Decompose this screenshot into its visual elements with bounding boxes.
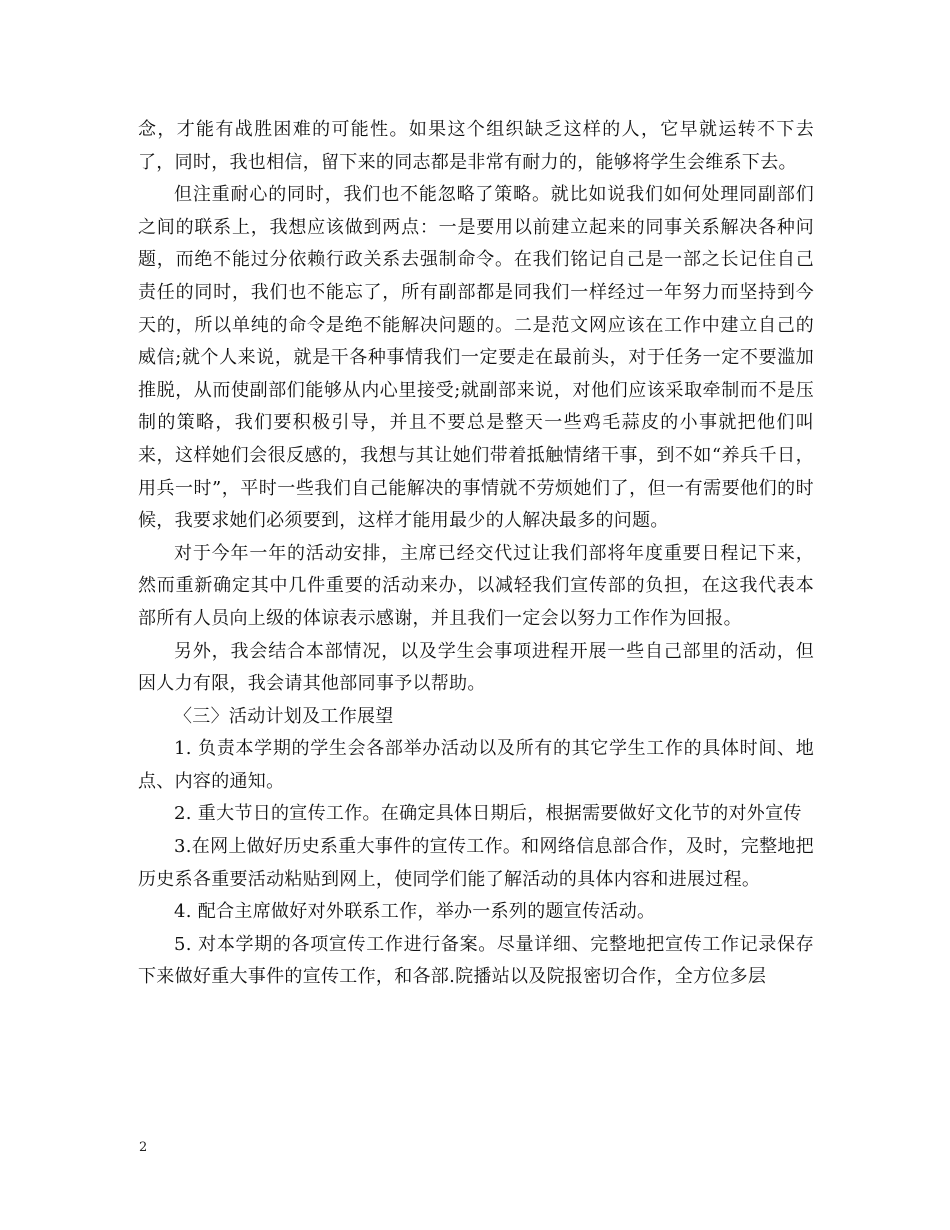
- list-item-3: 3.在网上做好历史系重大事件的宣传工作。和网络信息部合作，及时，完整地把历史系各重要活动粘贴到网上，使同学们能了解活动的具体内容和进展过程。: [138, 836, 814, 890]
- paragraph-continued: 念，才能有战胜困难的可能性。如果这个组织缺乏这样的人，它早就运转不下去了，同时，我也相信，留下来的同志都是非常有耐力的，能够将学生会维系下去。: [138, 119, 814, 173]
- paragraph-activity-arrangement: 对于今年一年的活动安排，主席已经交代过让我们部将年度重要日程记下来，然而重新确定其中几件重要的活动来办，以减轻我们宣传部的负担，在这我代表本部所有人员向上级的体谅表示感谢，并且我们一定会以努力工作作为回报。: [138, 542, 814, 629]
- page-number: 2: [139, 1140, 148, 1155]
- list-item-2: 2. 重大节日的宣传工作。在确定具体日期后，根据需要做好文化节的对外宣传: [174, 803, 802, 825]
- paragraph-strategy: 但注重耐心的同时，我们也不能忽略了策略。就比如说我们如何处理同副部们之间的联系上，我想应该做到两点：一是要用以前建立起来的同事关系解决各种问题，而绝不能过分依赖行政关系去强制命令。在我们铭记自己是一部之长记住自己责任的同时，我们也不能忘了，所有副部都是同我们一样经过一年努力而坚持到今天的，所以单纯的命令是绝不能解决问题的。二是范文网应该在工作中建立自己的威信;就个人来说，就是干各种事情我们一定要走在最前头，对于任务一定不要滥加推脱，从而使副部们能够从内心里接受;就副部来说，对他们应该采取牵制而不是压制的策略，我们要积极引导，并且不要总是整天一些鸡毛蒜皮的小事就把他们叫来，这样她们会很反感的，我想与其让她们带着抵触情绪干事，到不如“养兵千日，用兵一时”，平时一些我们自己能解决的事情就不劳烦她们了，但一有需要他们的时候，我要求她们必须要到，这样才能用最少的人解决最多的问题。: [138, 184, 814, 532]
- section-heading: 〈三〉活动计划及工作展望: [174, 705, 394, 727]
- list-item-1: 1. 负责本学期的学生会各部举办活动以及所有的其它学生工作的具体时间、地点、内容的通知。: [138, 738, 814, 792]
- list-item-4: 4. 配合主席做好对外联系工作，举办一系列的题宣传活动。: [174, 901, 656, 923]
- paragraph-additional: 另外，我会结合本部情况，以及学生会事项进程开展一些自己部里的活动，但因人力有限，我会请其他部同事予以帮助。: [138, 640, 814, 695]
- document-body: [138, 114, 814, 994]
- list-item-5: 5. 对本学期的各项宣传工作进行备案。尽量详细、完整地把宣传工作记录保存下来做好重大事件的宣传工作，和各部.院播站以及院报密切合作，全方位多层: [138, 933, 814, 988]
